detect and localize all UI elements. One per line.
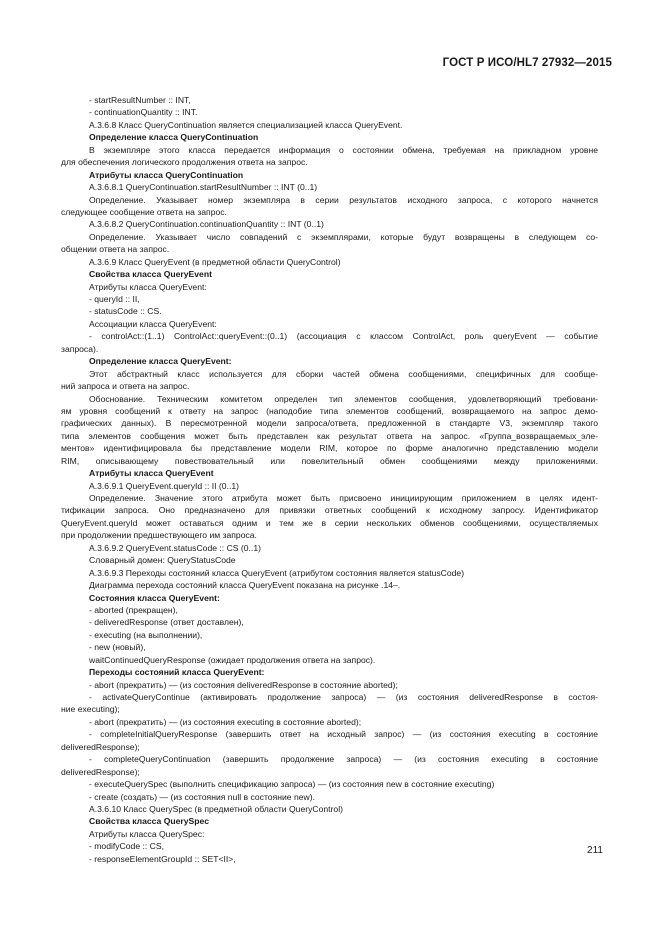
text-line: Этот абстрактный класс используется для сборки частей обмена сообщениями, специфичных для сообще- xyxy=(89,368,598,379)
text-line: Атрибуты класса QuerySpec: xyxy=(89,828,205,839)
section-heading: Свойства класса QueryEvent xyxy=(89,269,212,280)
document-body xyxy=(61,94,598,865)
section-heading: Переходы состояний класса QueryEvent: xyxy=(89,667,265,678)
text-line: Ассоциации класса QueryEvent: xyxy=(89,318,217,329)
text-line: А.3.6.9.3 Переходы состояний класса QueryEvent (атрибутом состояния является statusCode) xyxy=(89,567,465,578)
text-line: Атрибуты класса QueryEvent: xyxy=(89,281,207,292)
text-line: Диаграмма перехода состояний класса QueryEvent показана на рисунке .14–. xyxy=(89,580,401,591)
section-heading: Атрибуты класса QueryEvent xyxy=(89,468,214,479)
document-header: ГОСТ Р ИСО/HL7 27932—2015 xyxy=(442,57,612,69)
text-line: А.3.6.10 Класс QuerySpec (в предметной области QueryControl) xyxy=(89,803,343,814)
text-line: ний запроса и ответа на запрос. xyxy=(61,381,190,392)
text-line: тификации запроса. Оно предназначено для привязки ответных сообщений к исходному запросу. Идентификатор xyxy=(61,505,598,516)
text-line: - create (создать) — (из состояния null в состояние new). xyxy=(89,791,315,802)
section-heading: Состояния класса QueryEvent: xyxy=(89,592,220,603)
text-line: - continuationQuantity :: INT. xyxy=(89,107,198,118)
text-line: - new (новый), xyxy=(89,642,146,653)
text-line: ние executing); xyxy=(61,704,120,715)
text-line: ям уровня сообщений к ответу на запрос (наподобие типа элементов сообщений, возвращаемого на запрос демо- xyxy=(61,405,598,416)
text-line: - deliveredResponse (ответ доставлен), xyxy=(89,617,244,628)
text-line: - abort (прекратить) — (из состояния deliveredResponse в состояние aborted); xyxy=(89,679,398,690)
text-line: следующее сообщение ответа на запрос. xyxy=(61,206,227,217)
text-line: В экземпляре этого класса передается информация о состоянии обмена, требуемая на прикладном уровне xyxy=(89,144,598,155)
text-line: RIM, описывающему повествовательный или повелительный обмен сообщениями между приложениями. xyxy=(61,455,598,466)
text-line: - activateQueryContinue (активировать продолжение запроса) — (из состояния deliveredResponse в состоя- xyxy=(89,692,598,702)
text-line: общении ответа на запрос. xyxy=(61,244,170,255)
text-line: ментов» идентифицировала бы представление модели RIM, которое по форме аналогично представлению модели xyxy=(61,443,598,454)
page-number: 211 xyxy=(587,845,603,856)
text-line: - controlAct::(1..1) ControlAct::queryEvent::(0..1) (ассоциация с классом ControlAct, роль queryEvent — событие xyxy=(89,331,598,342)
text-line: - statusCode :: CS. xyxy=(89,306,162,317)
text-line: Определение. Значение этого атрибута может быть присвоено инициирующим приложением в целях идент- xyxy=(89,493,598,503)
text-line: Определение. Указывает число совпадений с экземплярами, которые будут возвращены в следующем со- xyxy=(89,231,598,242)
section-heading: Атрибуты класса QueryContinuation xyxy=(89,169,244,180)
text-line: - queryId :: II, xyxy=(89,294,140,304)
text-line: при продолжении предшествующего им запроса. xyxy=(61,530,257,541)
text-line: запроса). xyxy=(61,343,99,354)
text-line: типа элементов сообщения может быть представлен как результат ответа на запрос. «Группа_возвращаемых_эле- xyxy=(61,430,598,441)
text-line: deliveredResponse); xyxy=(61,766,140,777)
text-line: Определение. Указывает номер экземпляра в серии результатов исходного запроса, с которого начнется xyxy=(89,194,598,205)
text-line: графических данных). В пересмотренной модели запроса/ответа, предложенной в стандарте V3, экземпляр такого xyxy=(61,418,598,429)
text-line: Словарный домен: QueryStatusCode xyxy=(89,555,236,566)
text-line: Обоснование. Техническим комитетом определен тип элементов сообщения, удовлетворяющий требовани- xyxy=(89,393,598,404)
text-line: А.3.6.8 Класс QueryContinuation является специализацией класса QueryEvent. xyxy=(89,119,403,130)
text-line: - executing (на выполнении), xyxy=(89,629,203,640)
text-line: deliveredResponse); xyxy=(61,741,140,752)
text-line: А.3.6.9.1 QueryEvent.queryId :: II (0..1) xyxy=(89,480,239,491)
text-line: А.3.6.8.1 QueryContinuation.startResultNumber :: INT (0..1) xyxy=(89,182,318,193)
text-line: QueryEvent.queryId может оставаться одним и тем же в серии нескольких обменов сообщениями, осуществляемых xyxy=(61,517,598,528)
section-heading: Определение класса QueryContinuation xyxy=(89,132,259,143)
text-line: - startResultNumber :: INT, xyxy=(89,95,191,105)
text-line: - aborted (прекращен), xyxy=(89,604,178,615)
text-line: - modifyCode :: CS, xyxy=(89,841,164,852)
text-line: waitContinuedQueryResponse (ожидает продолжения ответа на запрос). xyxy=(89,654,376,665)
text-line: - executeQuerySpec (выполнить спецификацию запроса) — (из состояния new в состояние executing) xyxy=(89,779,495,790)
text-line: А.3.6.8.2 QueryContinuation.continuationQuantity :: INT (0..1) xyxy=(89,219,324,230)
text-line: для обеспечения логического продолжения ответа на запрос. xyxy=(61,157,308,168)
text-line: - completeInitialQueryResponse (завершить ответ на исходный запрос) — (из состояния executing в состояние xyxy=(89,729,598,740)
text-line: - abort (прекратить) — (из состояния executing в состояние aborted); xyxy=(89,716,362,727)
section-heading: Определение класса QueryEvent: xyxy=(89,356,232,367)
text-line: - completeQueryContinuation (завершить продолжение запроса) — (из состояния executing в состояние xyxy=(89,754,598,765)
section-heading: Свойства класса QuerySpec xyxy=(89,816,210,827)
text-line: А.3.6.9 Класс QueryEvent (в предметной области QueryControl) xyxy=(89,256,341,267)
text-line: - responseElementGroupId :: SET<II>, xyxy=(89,853,236,864)
text-line: А.3.6.9.2 QueryEvent.statusCode :: CS (0..1) xyxy=(89,542,261,553)
